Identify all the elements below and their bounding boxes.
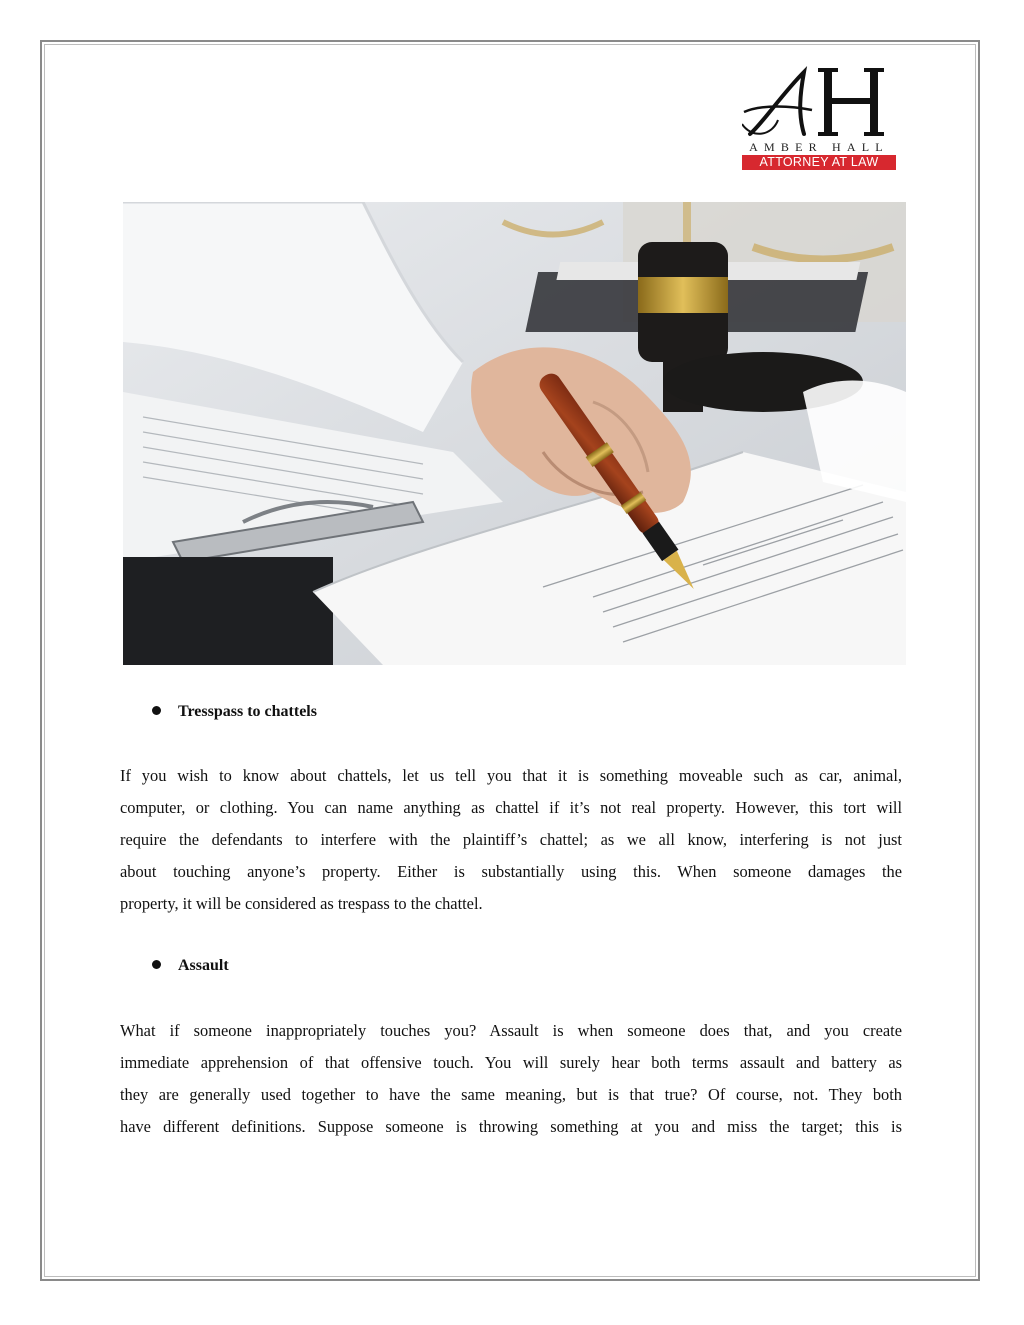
paragraph-line: require the defendants to interfere with the plaintiff’s chattel; as we all know, interfering is not just — [120, 830, 902, 849]
paragraph-trespass — [120, 760, 902, 920]
paragraph-line: property, it will be considered as trespass to the chattel. — [120, 894, 483, 913]
bullet-icon — [152, 706, 161, 715]
lawyer-signing-document-photo — [123, 202, 906, 665]
paragraph-assault — [120, 1015, 902, 1143]
section-heading-text: Assault — [178, 957, 229, 974]
section-heading-assault — [152, 954, 229, 978]
photo-illustration — [123, 202, 906, 665]
amber-hall-logo — [742, 64, 896, 170]
paragraph-line: What if someone inappropriately touches you? Assault is when someone does that, and you create — [120, 1021, 902, 1040]
ah-monogram-icon — [742, 64, 896, 140]
section-heading-trespass — [152, 700, 317, 724]
paragraph-line: about touching anyone’s property. Either is substantially using this. When someone damages the — [120, 862, 902, 881]
logo-name: AMBER HALL — [749, 140, 889, 154]
paragraph-line: If you wish to know about chattels, let us tell you that it is something moveable such as car, animal, — [120, 766, 902, 785]
paragraph-line: have different definitions. Suppose someone is throwing something at you and miss the target; this is — [120, 1117, 902, 1136]
paragraph-line: computer, or clothing. You can name anything as chattel if it’s not real property. However, this tort will — [120, 798, 902, 817]
paragraph-line: they are generally used together to have the same meaning, but is that true? Of course, not. They both — [120, 1085, 902, 1104]
bullet-icon — [152, 960, 161, 969]
section-heading-text: Tresspass to chattels — [178, 703, 317, 720]
paragraph-line: immediate apprehension of that offensive touch. You will surely hear both terms assault and battery as — [120, 1053, 902, 1072]
logo-tagline: ATTORNEY AT LAW — [742, 155, 896, 170]
